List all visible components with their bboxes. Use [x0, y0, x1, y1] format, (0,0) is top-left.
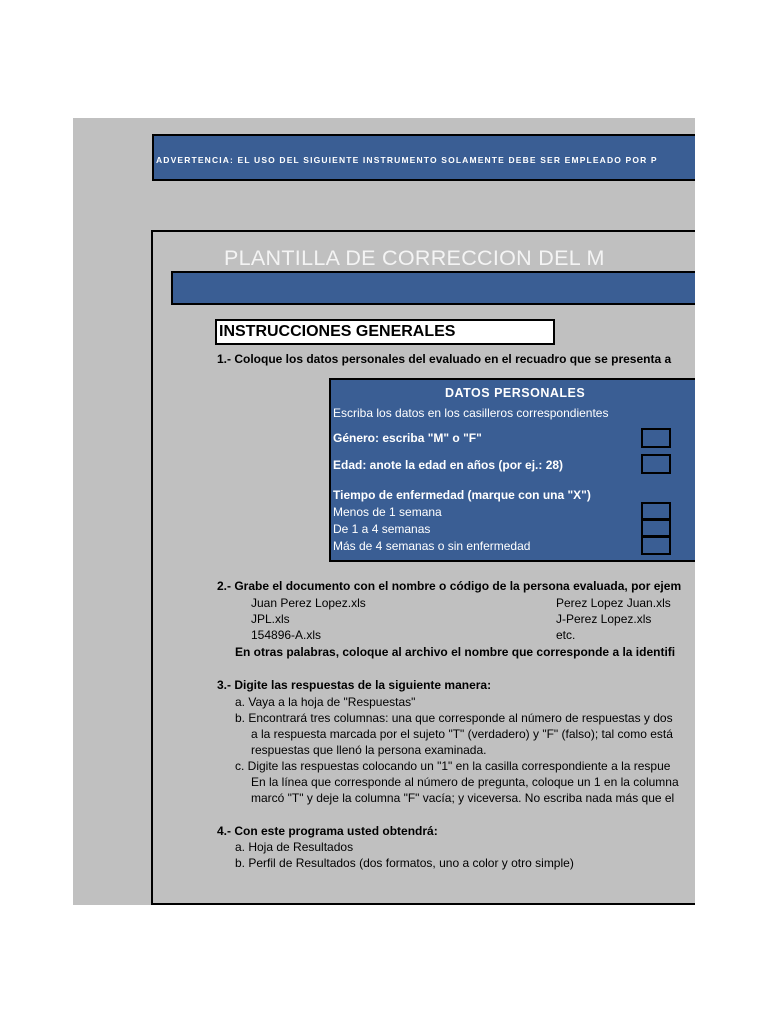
gender-input-cell[interactable]: [641, 428, 671, 448]
step4-b: b. Perfil de Resultados (dos formatos, uno a color y otro simple): [235, 856, 574, 870]
personal-data-subtitle: Escriba los datos en los casilleros correspondientes: [333, 406, 609, 420]
step4-heading: 4.- Con este programa usted obtendrá:: [217, 824, 438, 838]
age-label: Edad: anote la edad en años (por ej.: 28): [333, 458, 564, 472]
option-less-1-week: Menos de 1 semana: [333, 505, 442, 519]
personal-data-title: DATOS PERSONALES: [445, 386, 586, 400]
example-left-1: Juan Perez Lopez.xls: [251, 596, 366, 610]
step3-c-line2: En la línea que corresponde al número de pregunta, coloque un 1 en la columna: [251, 775, 679, 789]
step3-c-line1: c. Digite las respuestas colocando un "1" en la casilla correspondiente a la respue: [235, 759, 671, 773]
step2-footer: En otras palabras, coloque al archivo el nombre que corresponde a la identifi: [235, 645, 676, 659]
example-right-3: etc.: [556, 628, 576, 642]
step3-c-line3: marcó "T" y deje la columna "F" vacía; y viceversa. No escriba nada más que el: [251, 791, 675, 805]
step3-b-line2: a la respuesta marcada por el sujeto "T" (verdadero) y "F" (falso); tal como está: [251, 727, 673, 741]
option-more-4-weeks: Más de 4 semanas o sin enfermedad: [333, 539, 531, 553]
example-right-2: J-Perez Lopez.xls: [556, 612, 652, 626]
option3-input-cell[interactable]: [641, 536, 671, 555]
spreadsheet-area: [73, 118, 695, 905]
illness-time-label: Tiempo de enfermedad (marque con una "X"): [333, 488, 591, 502]
step1-text: 1.- Coloque los datos personales del evaluado en el recuadro que se presenta a: [217, 352, 672, 366]
step3-b-line3: respuestas que llenó la persona examinada.: [251, 743, 487, 757]
step3-b-line1: b. Encontrará tres columnas: una que corresponde al número de respuestas y dos: [235, 711, 673, 725]
personal-data-box: [329, 378, 695, 562]
example-right-1: Perez Lopez Juan.xls: [556, 596, 671, 610]
option-1-to-4-weeks: De 1 a 4 semanas: [333, 522, 431, 536]
step3-heading: 3.- Digite las respuestas de la siguiente manera:: [217, 678, 492, 692]
warning-banner: [152, 134, 695, 181]
example-left-2: JPL.xls: [251, 612, 290, 626]
age-input-cell[interactable]: [641, 454, 671, 474]
step2-heading: 2.- Grabe el documento con el nombre o código de la persona evaluada, por ejem: [217, 579, 682, 593]
step3-a: a. Vaya a la hoja de "Respuestas": [235, 695, 416, 709]
title-bar: [171, 271, 695, 305]
example-left-3: 154896-A.xls: [251, 628, 322, 642]
gender-label: Género: escriba "M" o "F": [333, 431, 482, 445]
step4-a: a. Hoja de Resultados: [235, 840, 354, 854]
instructions-heading: INSTRUCCIONES GENERALES: [215, 319, 555, 345]
option1-input-cell[interactable]: [641, 502, 671, 520]
warning-text: ADVERTENCIA: EL USO DEL SIGUIENTE INSTRUMENTO SOLAMENTE DEBE SER EMPLEADO POR P: [156, 155, 658, 165]
option2-input-cell[interactable]: [641, 519, 671, 537]
page-title: PLANTILLA DE CORRECCION DEL M: [224, 246, 605, 270]
